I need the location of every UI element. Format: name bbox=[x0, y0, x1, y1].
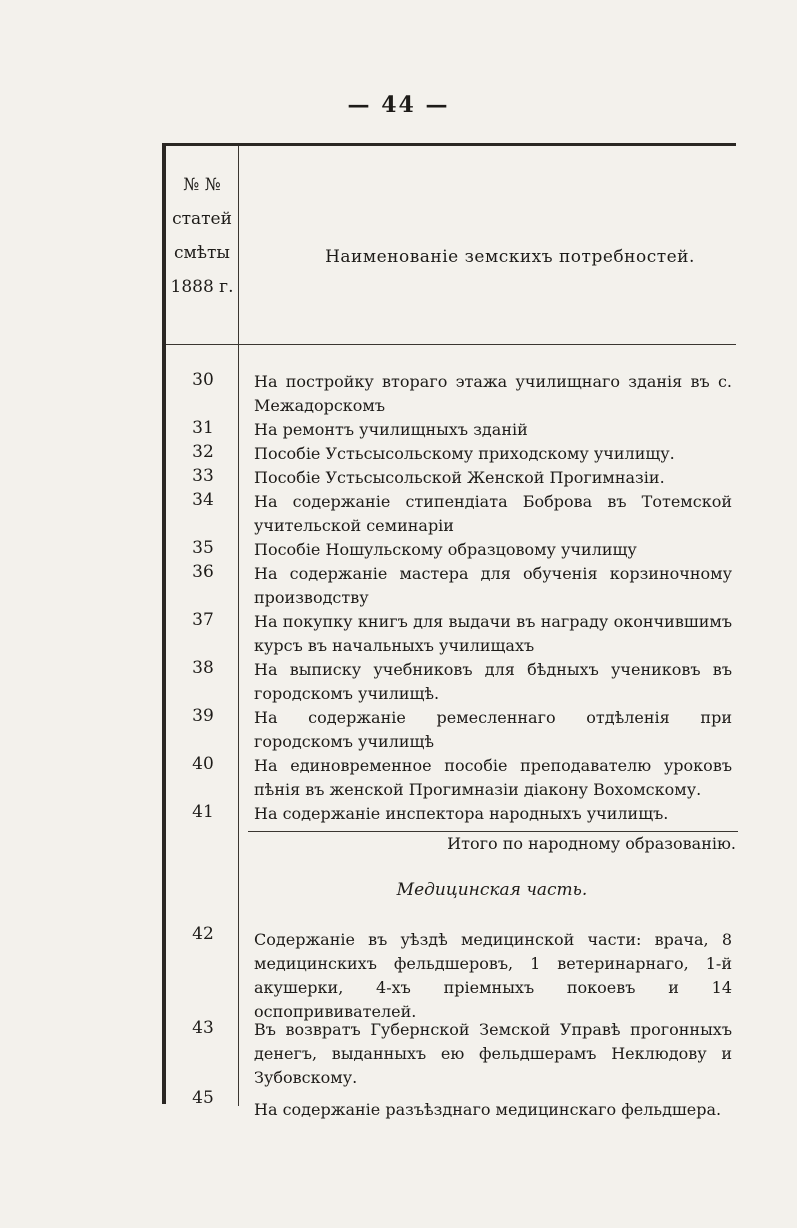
row-text: На ремонтъ училищныхъ зданій bbox=[254, 420, 528, 439]
row-number: 40 bbox=[192, 754, 214, 774]
row-number: 35 bbox=[192, 538, 214, 558]
header-bottom-rule bbox=[166, 344, 736, 345]
row-number: 38 bbox=[192, 658, 214, 678]
row-number: 45 bbox=[192, 1088, 214, 1108]
header-num-line: смѣты bbox=[174, 243, 230, 263]
row-number: 36 bbox=[192, 562, 214, 582]
row-number: 43 bbox=[192, 1018, 214, 1038]
row-number: 41 bbox=[192, 802, 214, 822]
row-text: На единовременное пособіе преподавателю уроковъ пѣнія въ женской Прогимназіи діакону Вохомскому. bbox=[254, 756, 732, 799]
subtotal-education: Итого по народному образованію. bbox=[248, 831, 738, 853]
column-divider bbox=[238, 146, 239, 1106]
column-header-article-number bbox=[168, 168, 236, 304]
row-number: 37 bbox=[192, 610, 214, 630]
header-num-line: статей bbox=[172, 209, 232, 229]
row-number: 33 bbox=[192, 466, 214, 486]
row-text: На содержаніе инспектора народныхъ училищъ. bbox=[254, 804, 669, 823]
section-heading-medical: Медицинская часть. bbox=[396, 880, 588, 900]
row-number: 31 bbox=[192, 418, 214, 438]
table-left-rule bbox=[162, 146, 166, 1104]
header-num-line: 1888 г. bbox=[170, 277, 234, 297]
row-text: Пособіе Устьсысольской Женской Прогимназіи. bbox=[254, 468, 665, 487]
row-text: На выписку учебниковъ для бѣдныхъ учениковъ въ городскомъ училищѣ. bbox=[254, 660, 732, 703]
row-text: Пособіе Ношульскому образцовому училищу bbox=[254, 540, 637, 559]
column-header-needs-name: Наименованіе земскихъ потребностей. bbox=[325, 247, 695, 267]
page-number: — 44 — bbox=[347, 92, 450, 118]
row-text: На покупку книгъ для выдачи въ награду окончившимъ курсъ въ начальныхъ училищахъ bbox=[254, 612, 732, 655]
row-text: На содержаніе разъѣзднаго медицинскаго фельдшера. bbox=[254, 1100, 722, 1119]
header-num-line: № № bbox=[183, 175, 221, 195]
row-text: На постройку втораго этажа училищнаго зданія въ с. Межадорскомъ bbox=[254, 372, 732, 415]
row-text: Содержаніе въ уѣздѣ медицинской части: врача, 8 медицинскихъ фельдшеровъ, 1 ветеринарнаго, 1-й акушерки, 4-хъ пріемныхъ покоевъ и 14 оспопрививателей. bbox=[254, 930, 732, 1021]
row-text: Пособіе Устьсысольскому приходскому училищу. bbox=[254, 444, 675, 463]
row-text: На содержаніе ремесленнаго отдѣленія при городскомъ училищѣ bbox=[254, 708, 732, 751]
row-text: Въ возвратъ Губернской Земской Управѣ прогонныхъ денегъ, выданныхъ ею фельдшерамъ Неклюдову и Зубовскому. bbox=[254, 1020, 732, 1087]
row-number: 39 bbox=[192, 706, 214, 726]
row-number: 32 bbox=[192, 442, 214, 462]
table-top-rule bbox=[162, 143, 736, 146]
row-number: 30 bbox=[192, 370, 214, 390]
row-text: На содержаніе стипендіата Боброва въ Тотемской учительской семинаріи bbox=[254, 492, 732, 535]
row-text: На содержаніе мастера для обученія корзиночному производству bbox=[254, 564, 732, 607]
row-number: 42 bbox=[192, 924, 214, 944]
row-number: 34 bbox=[192, 490, 214, 510]
